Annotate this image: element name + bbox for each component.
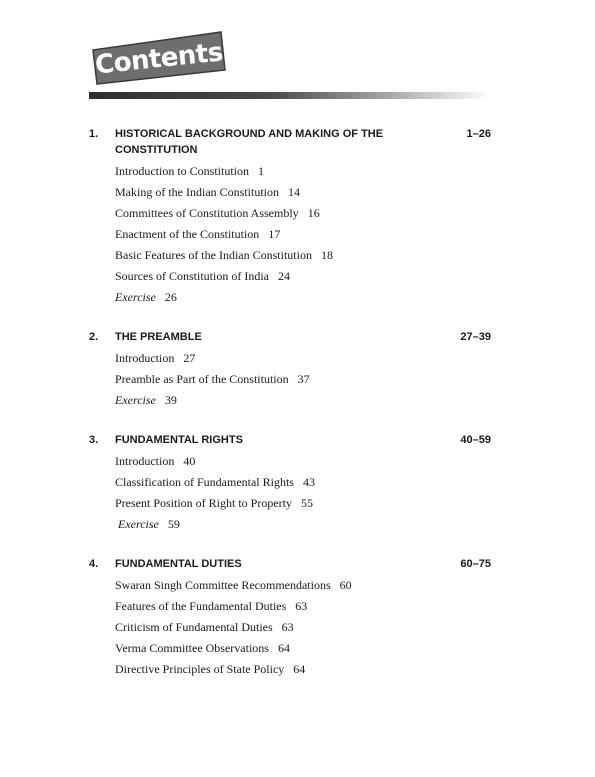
toc-entry[interactable]: Preamble as Part of the Constitution 37 xyxy=(115,372,310,386)
toc-entry-exercise[interactable]: Exercise 59 xyxy=(118,517,180,531)
toc-entry[interactable]: Committees of Constitution Assembly 16 xyxy=(115,206,320,220)
toc-entry[interactable]: Basic Features of the Indian Constitution 18 xyxy=(115,248,333,262)
chapter-page-range: 27–39 xyxy=(460,331,491,343)
chapter-number: 4. xyxy=(89,558,99,570)
toc-entry[interactable]: Introduction 27 xyxy=(115,351,196,365)
toc-entry[interactable]: Classification of Fundamental Rights 43 xyxy=(115,475,315,489)
toc-entry[interactable]: Enactment of the Constitution 17 xyxy=(115,227,281,241)
chapter-title: FUNDAMENTAL DUTIES xyxy=(115,558,242,570)
toc-entry[interactable]: Directive Principles of State Policy 64 xyxy=(115,662,306,676)
header-divider xyxy=(89,92,491,99)
page-title: Contents xyxy=(93,37,225,81)
chapter-page-range: 60–75 xyxy=(460,558,491,570)
toc-entry[interactable]: Introduction 40 xyxy=(115,454,196,468)
chapter-title: HISTORICAL BACKGROUND AND MAKING OF THE CONSTITUTION xyxy=(115,128,384,156)
toc-entry[interactable]: Making of the Indian Constitution 14 xyxy=(115,185,300,199)
toc-entry[interactable]: Criticism of Fundamental Duties 63 xyxy=(115,620,294,634)
chapter-page-range: 40–59 xyxy=(460,434,491,446)
toc-entry[interactable]: Features of the Fundamental Duties 63 xyxy=(115,599,308,613)
toc-entry-exercise[interactable]: Exercise 39 xyxy=(115,393,177,407)
chapter-number: 2. xyxy=(89,331,99,343)
toc-entry-exercise[interactable]: Exercise 26 xyxy=(115,290,177,304)
toc-entry[interactable]: Verma Committee Observations 64 xyxy=(115,641,290,655)
contents-banner xyxy=(89,28,229,86)
toc-entry[interactable]: Sources of Constitution of India 24 xyxy=(115,269,290,283)
toc-entry[interactable]: Introduction to Constitution 1 xyxy=(115,164,264,178)
toc-entry[interactable]: Swaran Singh Committee Recommendations 60 xyxy=(115,578,352,592)
toc-entry[interactable]: Present Position of Right to Property 55 xyxy=(115,496,313,510)
chapter-title: THE PREAMBLE xyxy=(115,331,202,343)
chapter-page-range: 1–26 xyxy=(466,128,491,140)
chapter-number: 1. xyxy=(89,128,99,140)
chapter-number: 3. xyxy=(89,434,99,446)
chapter-title: FUNDAMENTAL RIGHTS xyxy=(115,434,243,446)
